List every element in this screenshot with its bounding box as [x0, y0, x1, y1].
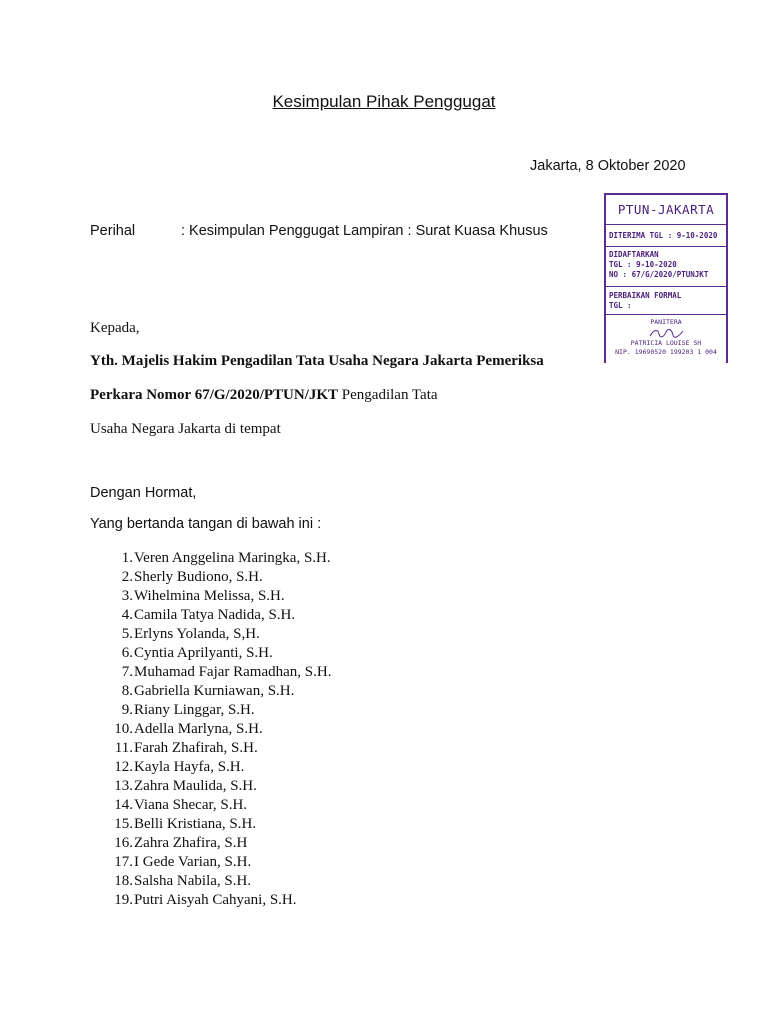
- stamp-signer: PATRICIA LOUISE SH: [630, 339, 702, 347]
- signatory-number: 14.: [114, 797, 133, 813]
- court-location-line: Usaha Negara Jakarta di tempat: [90, 421, 281, 437]
- signatory-item: [90, 644, 331, 663]
- signatories-intro: Yang bertanda tangan di bawah ini :: [90, 516, 322, 532]
- signatory-item: [90, 872, 331, 891]
- signatory-name: Erlyns Yolanda, S,H.: [134, 626, 260, 642]
- signatory-name: I Gede Varian, S.H.: [134, 854, 252, 870]
- signatory-number: 8.: [121, 683, 133, 699]
- signatory-item: [90, 834, 331, 853]
- signatory-item: [90, 663, 331, 682]
- signatory-number: 5.: [121, 626, 133, 642]
- signatory-name: Gabriella Kurniawan, S.H.: [134, 683, 295, 699]
- signatory-name: Sherly Budiono, S.H.: [134, 569, 263, 585]
- perihal-value: : Kesimpulan Penggugat Lampiran : Surat Kuasa Khusus: [181, 223, 548, 239]
- signatory-name: Adella Marlyna, S.H.: [134, 721, 263, 737]
- perkara-line: [90, 387, 438, 404]
- signatory-number: 2.: [121, 569, 133, 585]
- signatory-number: 9.: [121, 702, 133, 718]
- signatory-name: Riany Linggar, S.H.: [134, 702, 255, 718]
- signatory-item: [90, 853, 331, 872]
- signatory-number: 17.: [114, 854, 133, 870]
- signatory-number: 4.: [121, 607, 133, 623]
- stamp-perbaikan: [606, 287, 726, 315]
- signatory-item: [90, 739, 331, 758]
- signatory-name: Salsha Nabila, S.H.: [134, 873, 252, 889]
- stamp-title: PTUN-JAKARTA: [606, 195, 726, 225]
- signatory-name: Belli Kristiana, S.H.: [134, 816, 257, 832]
- signatory-name: Viana Shecar, S.H.: [134, 797, 248, 813]
- signatory-number: 12.: [114, 759, 133, 775]
- stamp-didaftarkan-tgl: TGL : 9-10-2020: [609, 260, 677, 269]
- signatory-number: 10.: [114, 721, 133, 737]
- signatory-item: [90, 682, 331, 701]
- perkara-number: Perkara Nomor 67/G/2020/PTUN/JKT: [90, 387, 339, 403]
- signatory-number: 15.: [114, 816, 133, 832]
- signatory-name: Farah Zhafirah, S.H.: [134, 740, 258, 756]
- signatory-name: Muhamad Fajar Ramadhan, S.H.: [134, 664, 332, 680]
- signatory-number: 16.: [114, 835, 133, 851]
- signatory-item: [90, 720, 331, 739]
- signatory-number: 11.: [114, 740, 133, 756]
- signatory-item: [90, 758, 331, 777]
- signatory-item: [90, 796, 331, 815]
- signatory-name: Veren Anggelina Maringka, S.H.: [134, 550, 331, 566]
- signatory-number: 13.: [114, 778, 133, 794]
- document-title: Kesimpulan Pihak Penggugat: [272, 92, 496, 111]
- signatory-item: [90, 625, 331, 644]
- stamp-didaftarkan: [606, 247, 726, 287]
- court-receipt-stamp: [604, 193, 728, 363]
- addressee-line: Yth. Majelis Hakim Pengadilan Tata Usaha Negara Jakarta Pemeriksa: [90, 353, 544, 369]
- signatory-item: [90, 587, 331, 606]
- signatory-number: 6.: [121, 645, 133, 661]
- stamp-panitera: [606, 315, 726, 357]
- stamp-diterima: DITERIMA TGL : 9-10-2020: [606, 225, 726, 247]
- signatory-item: [90, 701, 331, 720]
- signatory-name: Camila Tatya Nadida, S.H.: [134, 607, 296, 623]
- kepada-line: Kepada,: [90, 320, 140, 336]
- signatories-list: [90, 549, 331, 910]
- stamp-perbaikan-label: PERBAIKAN FORMAL: [609, 291, 682, 300]
- signatory-item: [90, 568, 331, 587]
- stamp-nip: NIP. 19690520 199203 1 004: [615, 348, 717, 356]
- perkara-rest: Pengadilan Tata: [338, 387, 438, 403]
- signatory-number: 19.: [114, 892, 133, 908]
- signatory-name: Kayla Hayfa, S.H.: [134, 759, 245, 775]
- signatory-number: 3.: [121, 588, 133, 604]
- greeting: Dengan Hormat,: [90, 485, 197, 501]
- signatory-name: Putri Aisyah Cahyani, S.H.: [134, 892, 297, 908]
- signatory-item: [90, 777, 331, 796]
- signatory-item: [90, 891, 331, 910]
- signature-icon: [606, 327, 726, 339]
- perihal-label: Perihal: [90, 223, 136, 239]
- signatory-name: Zahra Maulida, S.H.: [134, 778, 257, 794]
- stamp-panitera-label: PANITERA: [650, 318, 682, 326]
- signatory-name: Zahra Zhafira, S.H: [134, 835, 248, 851]
- stamp-didaftarkan-no: NO : 67/G/2020/PTUNJKT: [609, 270, 709, 279]
- signatory-item: [90, 815, 331, 834]
- signatory-number: 7.: [121, 664, 133, 680]
- signatory-item: [90, 606, 331, 625]
- stamp-perbaikan-tgl: TGL :: [609, 301, 632, 310]
- signatory-number: 18.: [114, 873, 133, 889]
- document-date: Jakarta, 8 Oktober 2020: [530, 158, 686, 174]
- signatory-number: 1.: [121, 550, 133, 566]
- signatory-name: Cyntia Aprilyanti, S.H.: [134, 645, 273, 661]
- stamp-didaftarkan-label: DIDAFTARKAN: [609, 250, 659, 259]
- signatory-item: [90, 549, 331, 568]
- signatory-name: Wihelmina Melissa, S.H.: [134, 588, 285, 604]
